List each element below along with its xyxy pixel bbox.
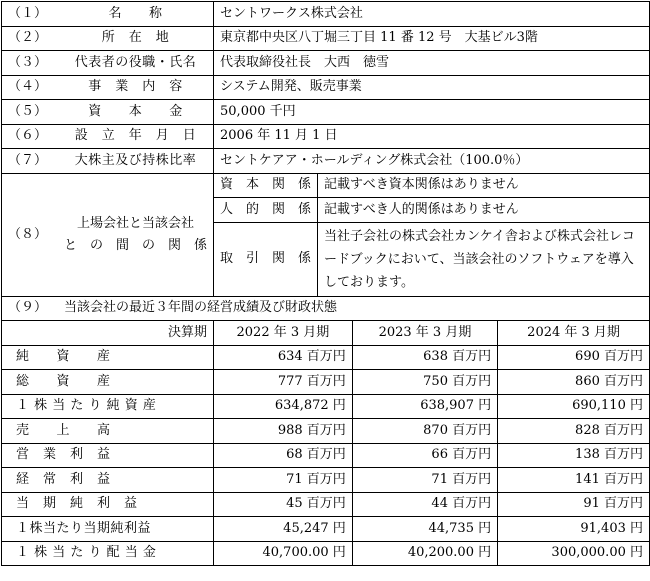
financial-label: 純 資 産	[2, 345, 214, 370]
financial-value: 870 百万円	[352, 419, 497, 444]
item-number: （７）	[8, 152, 48, 168]
info-label	[2, 26, 214, 51]
financial-row	[2, 492, 650, 517]
info-value: 50,000 千円	[214, 100, 650, 125]
financial-row	[2, 517, 650, 542]
info-row	[2, 149, 650, 174]
financial-label: １ 株 当 た り 配 当 金	[2, 541, 214, 566]
item-number: （３）	[8, 54, 48, 70]
financial-title-row	[2, 296, 650, 321]
financial-value: 860 百万円	[498, 370, 650, 395]
relation-label-line2: と の 間 の 関 係	[64, 237, 208, 253]
financial-row	[2, 443, 650, 468]
relation-label	[2, 173, 214, 296]
financial-value: 44 百万円	[352, 492, 497, 517]
info-value: セントケアア・ホールディング株式会社（100.0％）	[214, 149, 650, 174]
financial-label: 営 業 利 益	[2, 443, 214, 468]
info-row	[2, 75, 650, 100]
financial-value: 66 百万円	[352, 443, 497, 468]
financial-value: 44,735 円	[352, 517, 497, 542]
financial-label: 総 資 産	[2, 370, 214, 395]
relation-value: 当社子会社の株式会社カンケイ舎および株式会社レコードブックにおいて、当該会社のソフトウェアを導入しております。	[318, 222, 650, 296]
financial-value: 690 百万円	[498, 345, 650, 370]
info-label	[2, 149, 214, 174]
info-label	[2, 75, 214, 100]
relation-type: 資 本 関 係	[214, 173, 318, 198]
financial-value: 45 百万円	[214, 492, 353, 517]
financial-value: 138 百万円	[498, 443, 650, 468]
financial-value: 91 百万円	[498, 492, 650, 517]
item-label: 所 在 地	[101, 30, 170, 46]
info-label	[2, 100, 214, 125]
info-row	[2, 26, 650, 51]
info-value: 代表取締役社長 大西 徳雪	[214, 51, 650, 76]
financial-label: １株当たり当期純利益	[2, 517, 214, 542]
financial-value: 91,403 円	[498, 517, 650, 542]
financial-value: 40,200.00 円	[352, 541, 497, 566]
financial-value: 634,872 円	[214, 394, 353, 419]
financial-header-row	[2, 321, 650, 346]
financial-value: 750 百万円	[352, 370, 497, 395]
financial-row	[2, 345, 650, 370]
item-number: （２）	[8, 30, 48, 46]
financial-value: 988 百万円	[214, 419, 353, 444]
info-row	[2, 51, 650, 76]
info-row	[2, 100, 650, 125]
financial-title-text: 当該会社の最近３年間の経営成績及び財政状態	[64, 300, 338, 316]
item-label: 資 本 金	[88, 103, 183, 119]
financial-title	[2, 296, 650, 321]
info-row	[2, 2, 650, 27]
item-label: 代表者の役職・氏名	[74, 54, 197, 70]
financial-value: 45,247 円	[214, 517, 353, 542]
financial-row	[2, 468, 650, 493]
financial-value: 300,000.00 円	[498, 541, 650, 566]
financial-value: 68 百万円	[214, 443, 353, 468]
financial-label: 売 上 高	[2, 419, 214, 444]
financial-row	[2, 419, 650, 444]
financial-value: 690,110 円	[498, 394, 650, 419]
financial-row	[2, 541, 650, 566]
item-label: 設 立 年 月 日	[74, 128, 197, 144]
financial-value: 71 百万円	[214, 468, 353, 493]
info-value: システム開発、販売事業	[214, 75, 650, 100]
relation-value: 記載すべき人的関係はありません	[318, 198, 650, 223]
item-number: （１）	[8, 5, 48, 21]
item-number: （５）	[8, 103, 48, 119]
period-header-label: 決算期	[2, 321, 214, 346]
info-value: 2006 年 11 月 1 日	[214, 124, 650, 149]
item-number: （６）	[8, 128, 48, 144]
financial-value: 634 百万円	[214, 345, 353, 370]
financial-value: 638 百万円	[352, 345, 497, 370]
item-label: 事 業 内 容	[88, 79, 183, 95]
item-number: （９）	[8, 300, 48, 316]
period-header: 2024 年 3 月期	[498, 321, 650, 346]
financial-value: 141 百万円	[498, 468, 650, 493]
info-value: セントワークス株式会社	[214, 2, 650, 27]
financial-value: 777 百万円	[214, 370, 353, 395]
info-label	[2, 124, 214, 149]
period-header: 2022 年 3 月期	[214, 321, 353, 346]
financial-row	[2, 370, 650, 395]
relation-value: 記載すべき資本関係はありません	[318, 173, 650, 198]
item-label: 名 称	[108, 5, 163, 21]
item-number: （４）	[8, 79, 48, 95]
financial-label: 経 常 利 益	[2, 468, 214, 493]
info-row	[2, 124, 650, 149]
financial-value: 71 百万円	[352, 468, 497, 493]
financial-row	[2, 394, 650, 419]
financial-value: 638,907 円	[352, 394, 497, 419]
relation-type: 取 引 関 係	[214, 222, 318, 296]
relation-row	[2, 173, 650, 198]
financial-value: 828 百万円	[498, 419, 650, 444]
relation-type: 人 的 関 係	[214, 198, 318, 223]
financial-value: 40,700.00 円	[214, 541, 353, 566]
item-number: （８）	[8, 226, 48, 242]
item-label: 大株主及び持株比率	[74, 152, 197, 168]
financial-label: １ 株 当 た り 純 資 産	[2, 394, 214, 419]
info-label	[2, 51, 214, 76]
company-overview-table	[1, 1, 650, 566]
period-header: 2023 年 3 月期	[352, 321, 497, 346]
financial-label: 当 期 純 利 益	[2, 492, 214, 517]
info-label	[2, 2, 214, 27]
relation-label-line1: 上場会社と当該会社	[77, 215, 195, 231]
info-value: 東京都中央区八丁堀三丁目 11 番 12 号 大基ビル3階	[214, 26, 650, 51]
